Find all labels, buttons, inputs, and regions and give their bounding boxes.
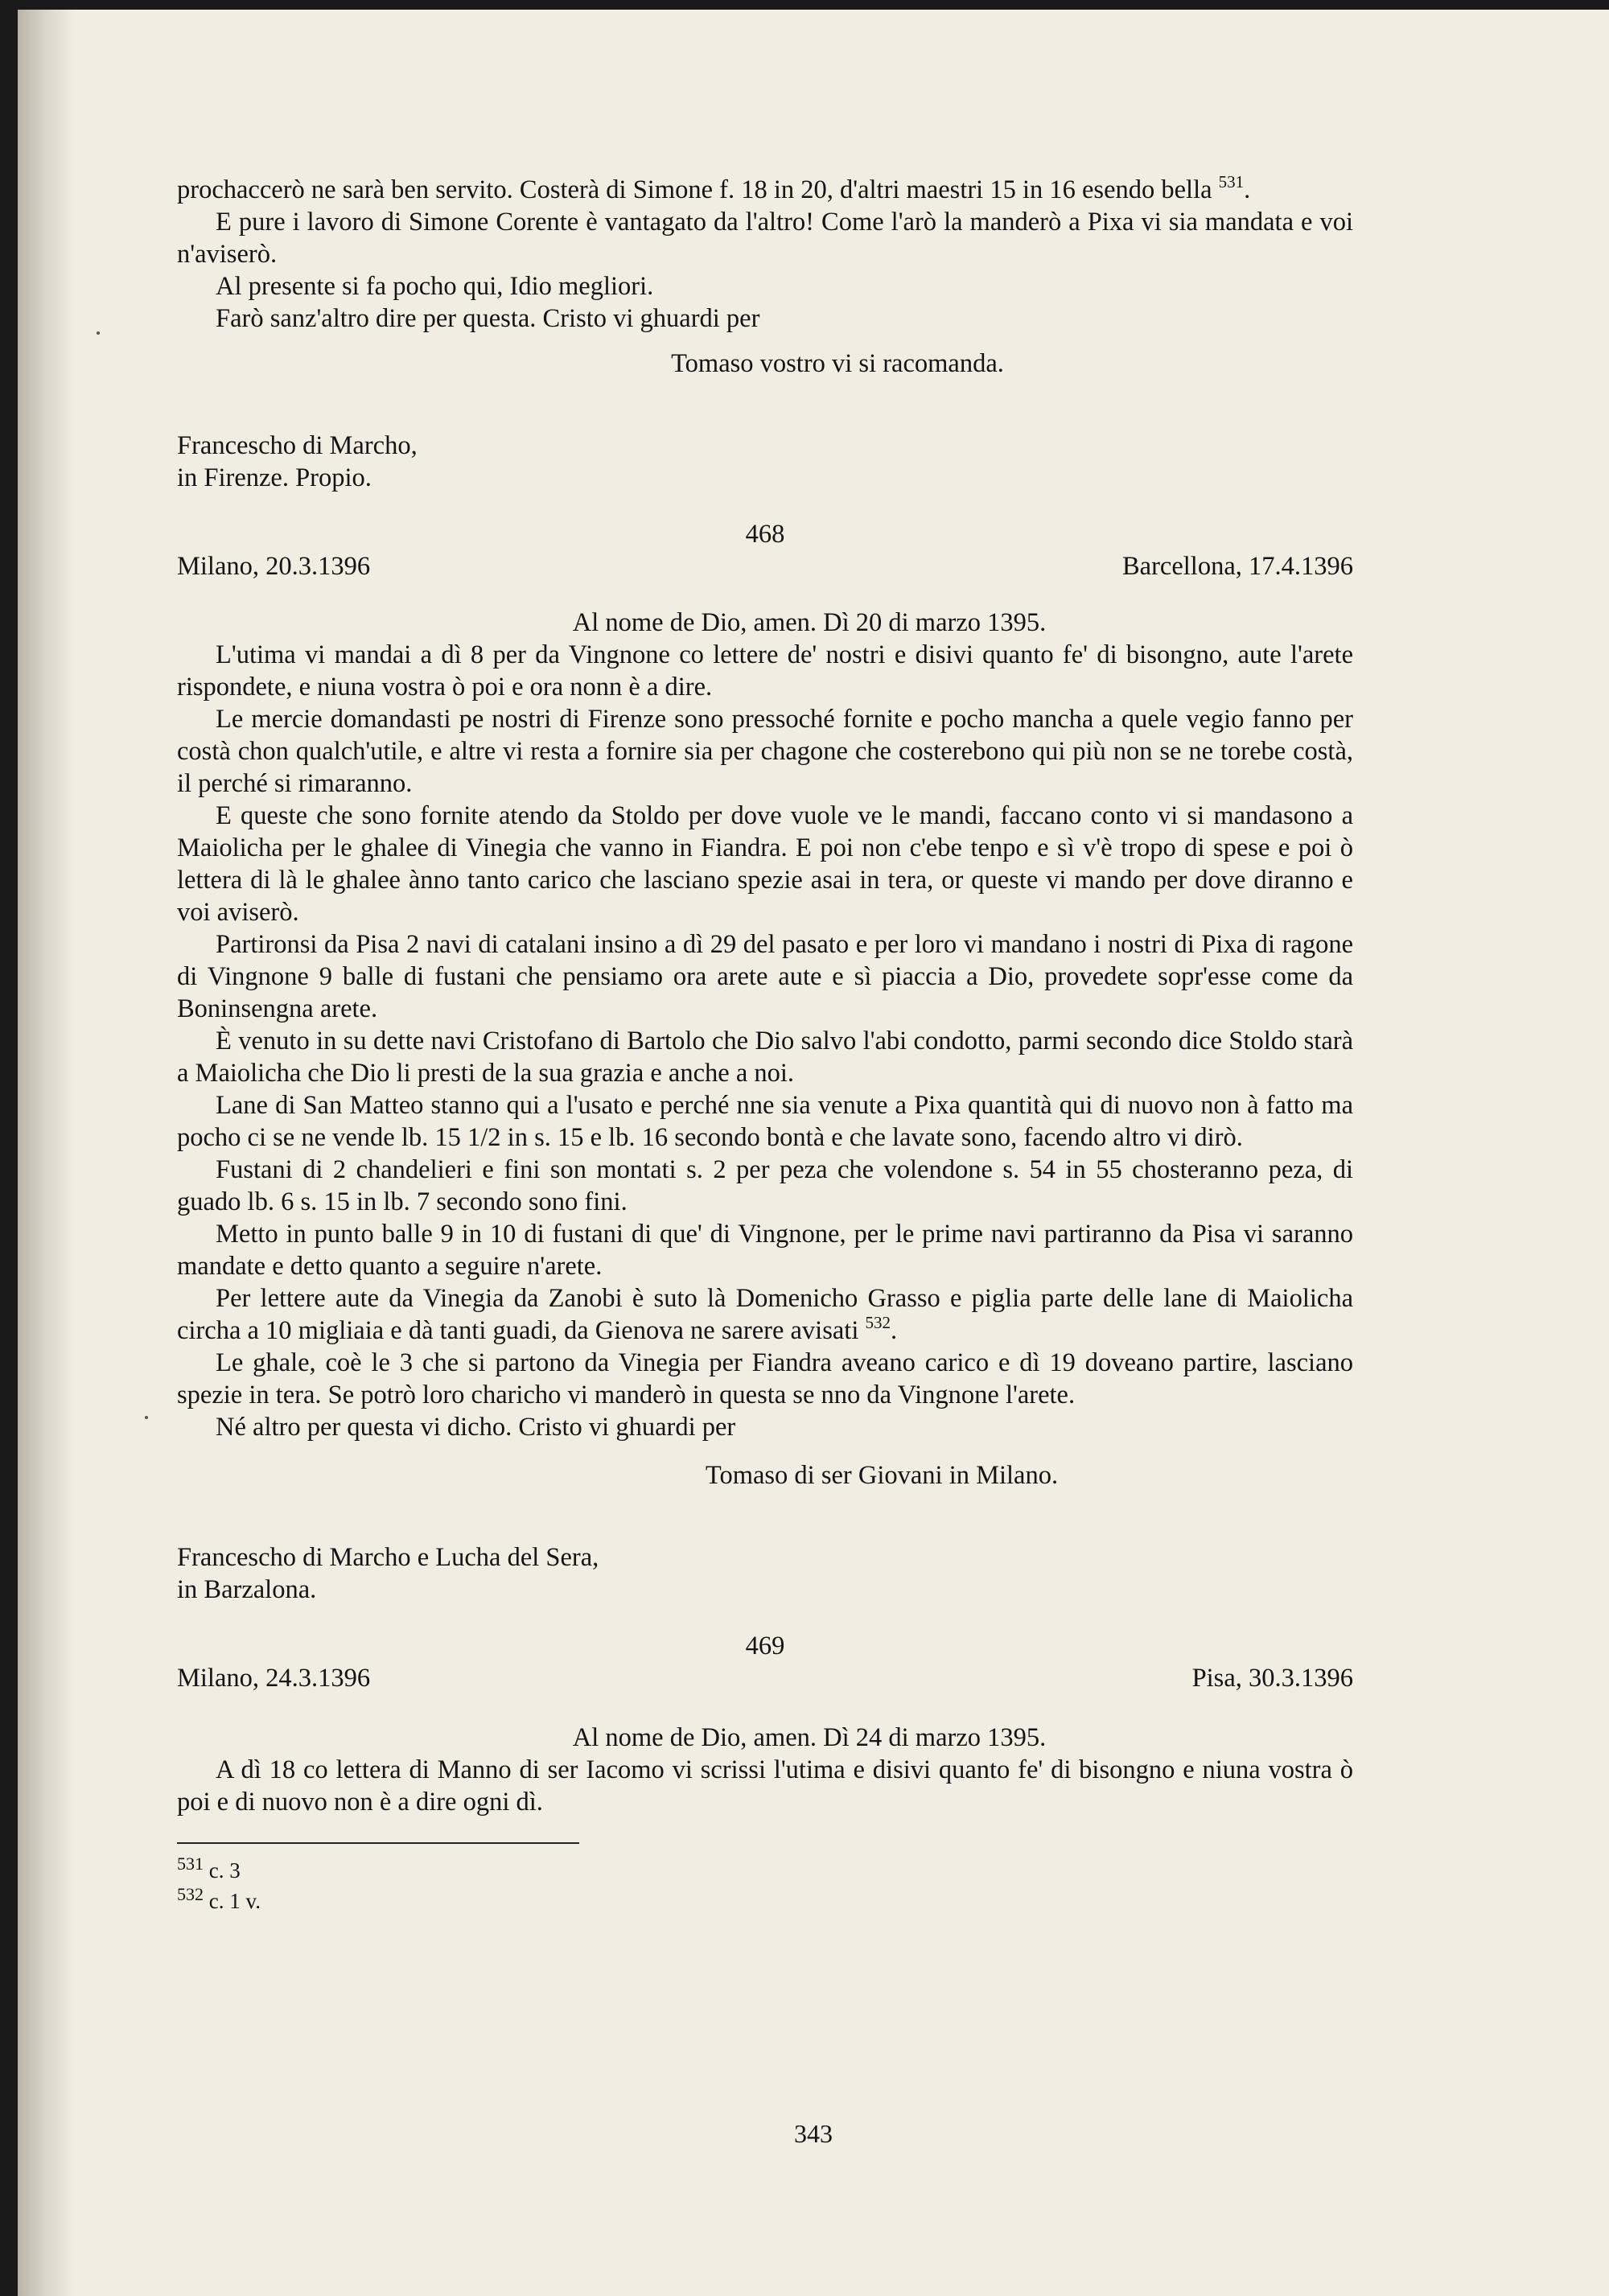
page-gutter-shadow: [18, 10, 74, 2296]
text-block-top: [177, 174, 1353, 1916]
invocation: Al nome de Dio, amen. Dì 24 di marzo 1395.: [572, 1723, 1047, 1752]
paragraph: E queste che sono fornite atendo da Stoldo per dove vuole ve le mandi, faccano conto vi si mandasono a Maiolicha per le ghalee di Vinegia che vanno in Fiandra. E poi non c'ebe tenpo e sì v'è tropo di spese e poi ò lettera di là le ghalee ànno tanto carico che lasciano spezie asai in tera, or queste vi mando per dove diranno e voi aviserò.: [177, 801, 1353, 927]
speck: [145, 1416, 148, 1419]
paragraph: È venuto in su dette navi Cristofano di Bartolo che Dio salvo l'abi condotto, parmi secondo dice Stoldo starà a Maiolicha che Dio li presti de la sua grazia e anche a noi.: [177, 1027, 1353, 1088]
paragraph: L'utima vi mandai a dì 8 per da Vingnone co lettere de' nostri e disivi quanto fe' di bisongno, aute l'arete rispondete, e niuna vostra ò poi e ora nonn è a dire.: [177, 640, 1353, 702]
paragraph: Farò sanz'altro dire per questa. Cristo vi ghuardi per: [216, 304, 760, 333]
footnote-rule: [177, 1842, 579, 1844]
address-line: in Barzalona.: [177, 1575, 317, 1604]
address-line: Francescho di Marcho,: [177, 431, 418, 460]
paragraph: Al presente si fa pocho qui, Idio megliori.: [216, 272, 654, 301]
letter-number: 469: [745, 1631, 785, 1660]
signature: Tomaso di ser Giovani in Milano.: [705, 1461, 1059, 1490]
signature: Tomaso vostro vi si racomanda.: [671, 349, 1004, 378]
letter-from: Milano, 20.3.1396: [177, 552, 371, 581]
page-number: 343: [794, 2119, 833, 2148]
letter-to: Barcellona, 17.4.1396: [1121, 552, 1353, 581]
paragraph: Metto in punto balle 9 in 10 di fustani di que' di Vingnone, per le prime navi partiranno da Pisa vi saranno mandate e detto quanto a seguire n'arete.: [177, 1220, 1353, 1281]
paragraph: Né altro per questa vi dicho. Cristo vi ghuardi per: [216, 1413, 736, 1442]
letter-header: [177, 1630, 1353, 1694]
footnote: $^{531}$ c. 3: [177, 1854, 241, 1882]
paragraph: A dì 18 co lettera di Manno di ser Iacomo vi scrissi l'utima e disivi quanto fe' di bisongno e niuna vostra ò poi e di nuovo non è a dire ogni dì.: [177, 1755, 1353, 1817]
invocation: Al nome de Dio, amen. Dì 20 di marzo 1395.: [572, 608, 1047, 637]
book-page: [18, 10, 1609, 2296]
paragraph: Le ghale, coè le 3 che si partono da Vinegia per Fiandra aveano carico e dì 19 doveano partire, lasciano spezie in tera. Se potrò loro charicho vi manderò in questa se nno da Vingnone l'arete.: [177, 1348, 1353, 1409]
footnote-ref: 531: [1218, 172, 1245, 191]
address-line: Francescho di Marcho e Lucha del Sera,: [177, 1543, 599, 1572]
letter-to: Pisa, 30.3.1396: [1191, 1664, 1353, 1693]
footnote-ref: 532: [865, 1313, 891, 1332]
address-line: in Firenze. Propio.: [177, 463, 372, 492]
letter-from: Milano, 24.3.1396: [177, 1664, 371, 1693]
paragraph: Le mercie domandasti pe nostri di Firenze sono pressoché fornite e pocho mancha a quele vegio fanno per costà chon qualch'utile, e altre vi resta a fornire sia per chagone che costerebono qui più non se ne torebe costà, il perché si rimaranno.: [177, 705, 1353, 798]
footnote: $^{532}$ c. 1 v.: [177, 1884, 261, 1913]
paragraph: Fustani di 2 chandelieri e fini son montati s. 2 per peza che volendone s. 54 in 55 chosteranno peza, di guado lb. 6 s. 15 in lb. 7 secondo sono fini.: [177, 1155, 1353, 1216]
letter-header: [177, 518, 1353, 582]
address: [177, 430, 1353, 494]
paragraph: prochaccerò ne sarà ben servito. Costerà di Simone f. 18 in 20, d'altri maestri 15 in 16 esendo bella $^{531}$.: [177, 172, 1251, 204]
paragraph: E pure i lavoro di Simone Corente è vantagato da l'altro! Come l'arò la manderò a Pixa vi sia mandata e voi n'aviserò.: [177, 208, 1353, 269]
letter-number: 468: [745, 520, 785, 549]
address: [177, 1541, 1353, 1606]
speck: [97, 331, 100, 335]
paragraph: Per lettere aute da Vinegia da Zanobi è suto là Domenicho Grasso e piglia parte delle lane di Maiolicha circha a 10 migliaia e dà tanti guadi, da Gienova ne sarere avisati $^{532}$.: [177, 1284, 1353, 1345]
paragraph: Lane di San Matteo stanno qui a l'usato e perché nne sia venute a Pixa quantità qui di nuovo non à fatto ma pocho ci se ne vende lb. 15 1/2 in s. 15 e lb. 16 secondo bontà e che lavate sono, facendo altro vi dirò.: [177, 1091, 1353, 1152]
paragraph: Partironsi da Pisa 2 navi di catalani insino a dì 29 del pasato e per loro vi mandano i nostri di Pixa di ragone di Vingnone 9 balle di fustani che pensiamo ora arete aute e sì piaccia a Dio, provedete sopr'esse come da Boninsengna arete.: [177, 930, 1353, 1023]
